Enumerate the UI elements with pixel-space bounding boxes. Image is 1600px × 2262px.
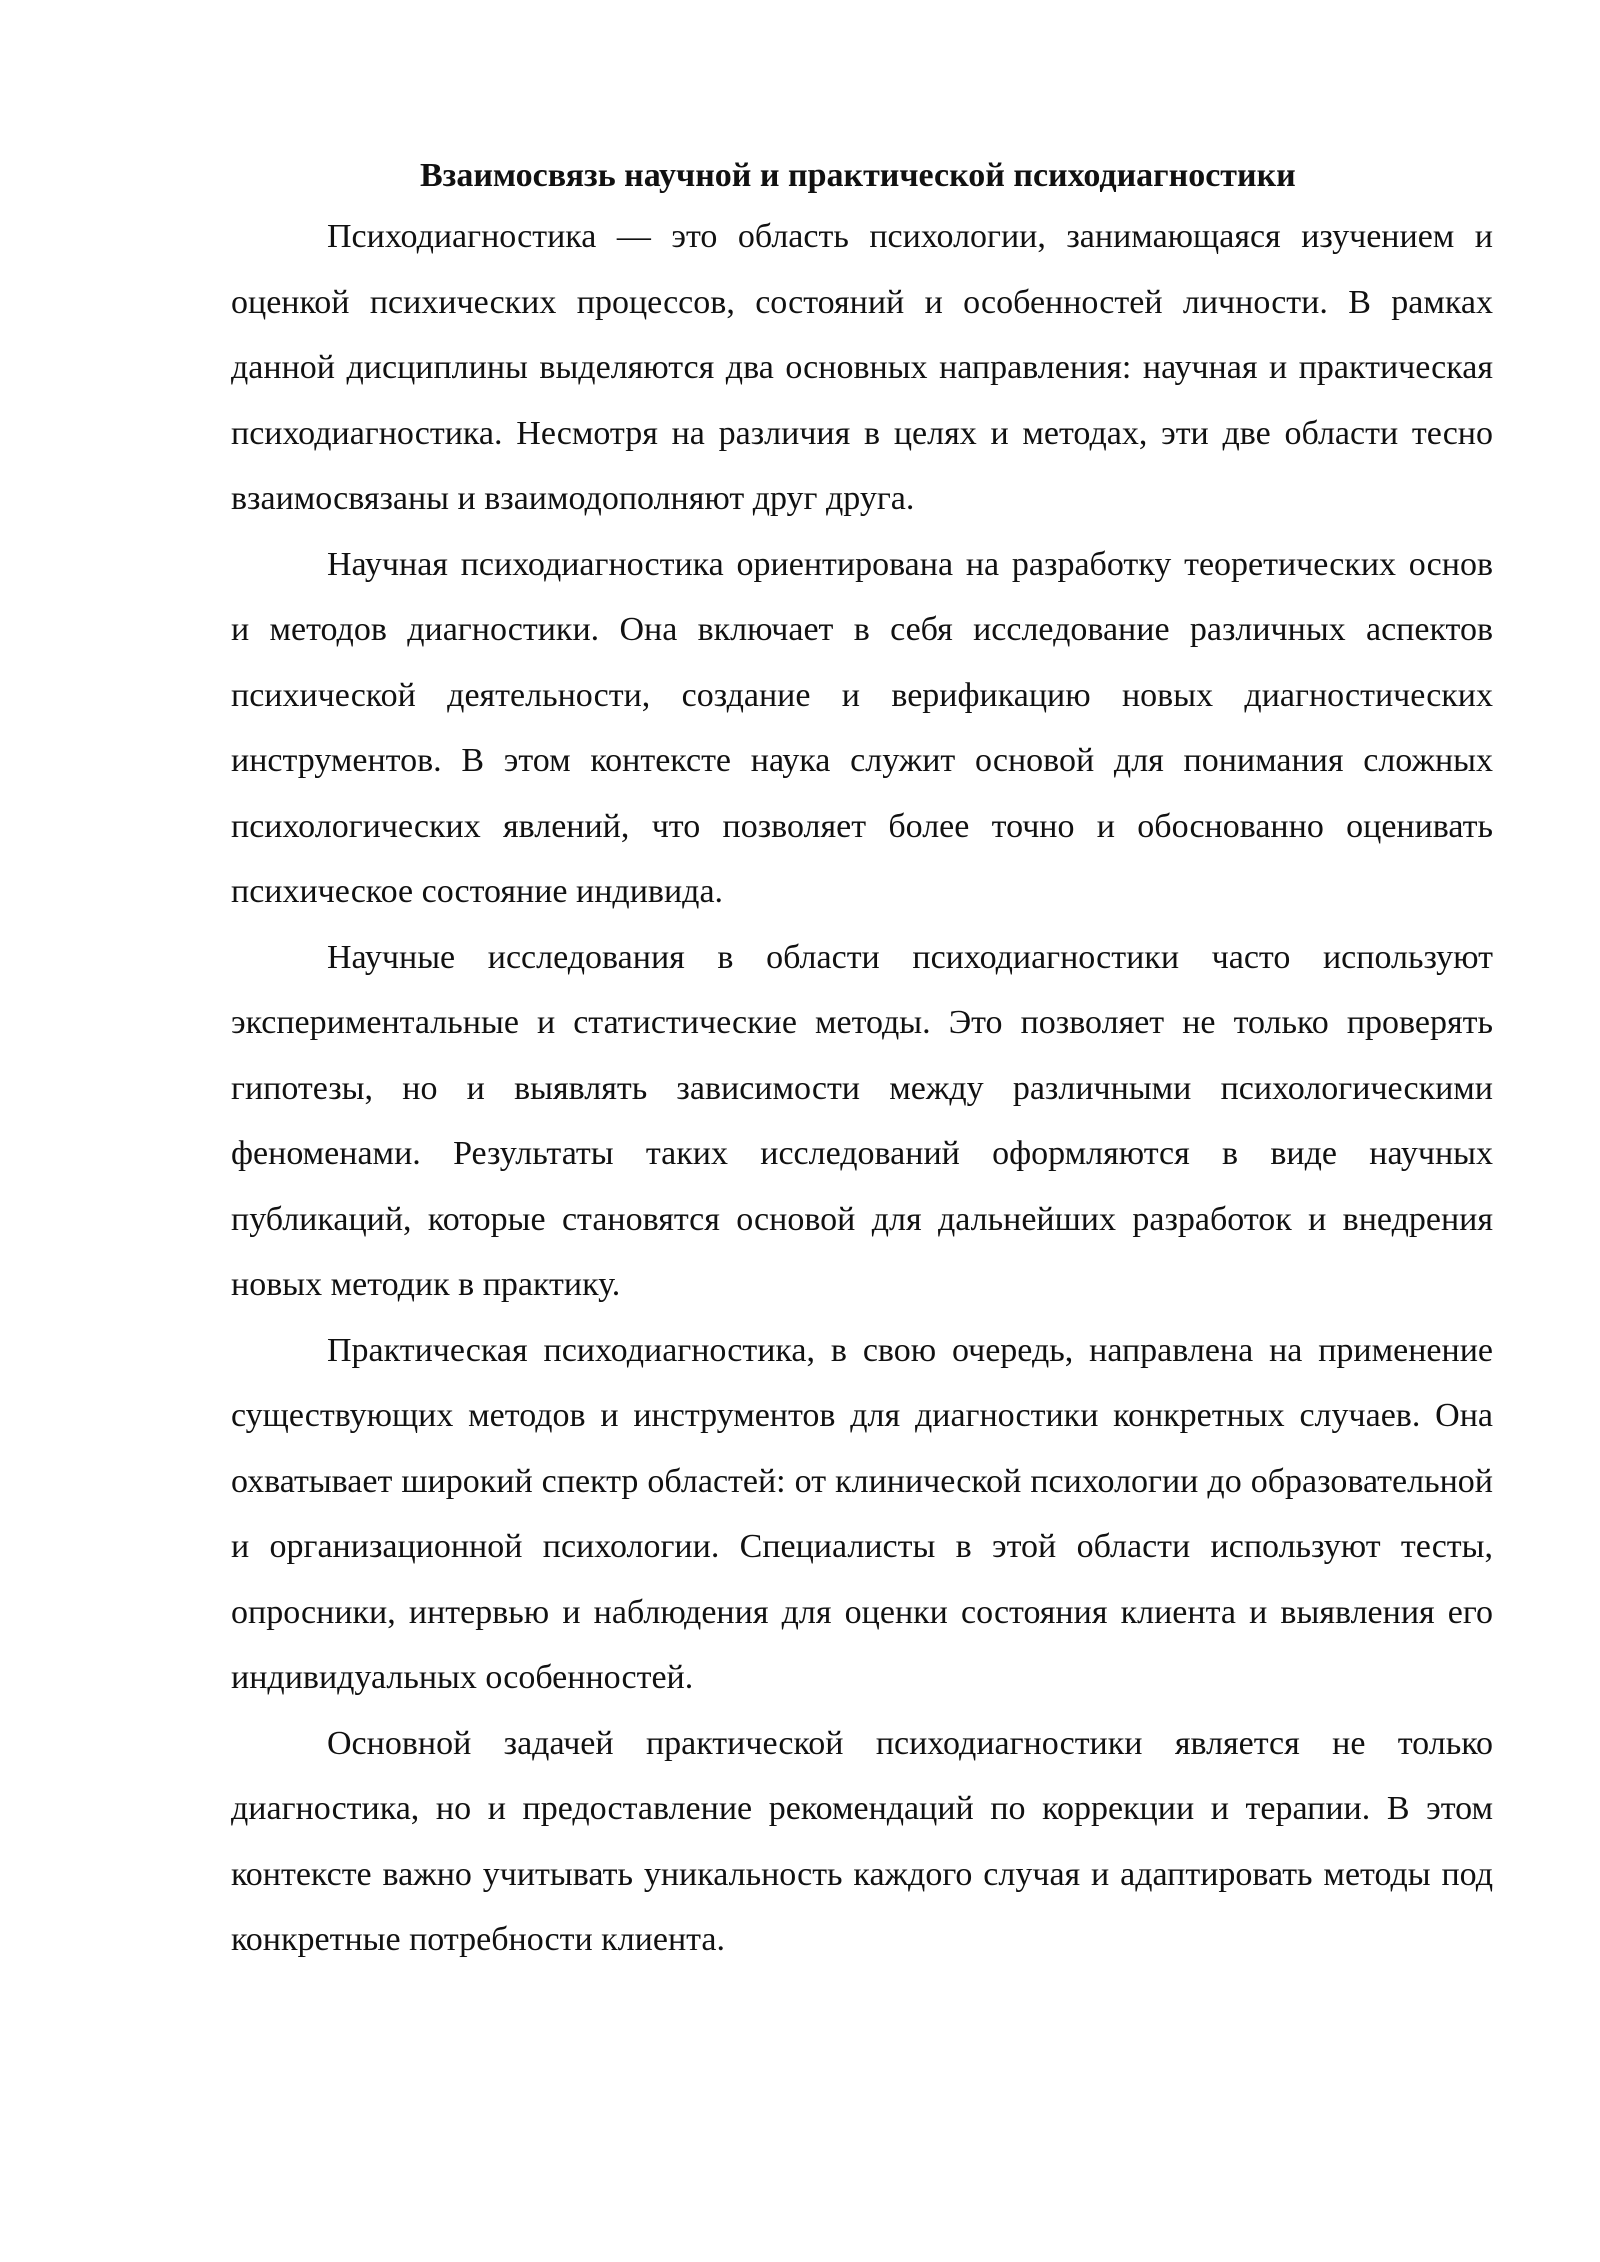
paragraph-5: Основной задачей практической психодиагностики является не только диагностика, но и предоставление рекомендаций по коррекции и терапии. В этом контексте важно учитывать уникальность каждого случая и адаптировать методы под конкретные потребности клиента. bbox=[231, 1724, 1493, 1958]
paragraph-1: Психодиагностика — это область психологии, занимающаяся изучением и оценкой психических процессов, состояний и особенностей личности. В рамках данной дисциплины выделяются два основных направления: научная и практическая психодиагностика. Несмотря на различия в целях и методах, эти две области тесно взаимосвязаны и взаимодополняют друг друга. bbox=[231, 218, 1493, 517]
document-title: Взаимосвязь научной и практической психодиагностики bbox=[420, 157, 1296, 194]
paragraph-2: Научная психодиагностика ориентирована на разработку теоретических основ и методов диагностики. Она включает в себя исследование различных аспектов психической деятельности, создание и верификацию новых диагностических инструментов. В этом контексте наука служит основой для понимания сложных психологических явлений, что позволяет более точно и обоснованно оценивать психическое состояние индивида. bbox=[231, 545, 1493, 910]
paragraph-4: Практическая психодиагностика, в свою очередь, направлена на применение существующих методов и инструментов для диагностики конкретных случаев. Она охватывает широкий спектр областей: от клинической психологии до образовательной и организационной психологии. Специалисты в этой области используют тесты, опросники, интервью и наблюдения для оценки состояния клиента и выявления его индивидуальных особенностей. bbox=[231, 1331, 1493, 1696]
document-body bbox=[231, 148, 1493, 1973]
paragraph-3: Научные исследования в области психодиагностики часто используют экспериментальные и статистические методы. Это позволяет не только проверять гипотезы, но и выявлять зависимости между различными психологическими феноменами. Результаты таких исследований оформляются в виде научных публикаций, которые становятся основой для дальнейших разработок и внедрения новых методик в практику. bbox=[231, 938, 1493, 1303]
